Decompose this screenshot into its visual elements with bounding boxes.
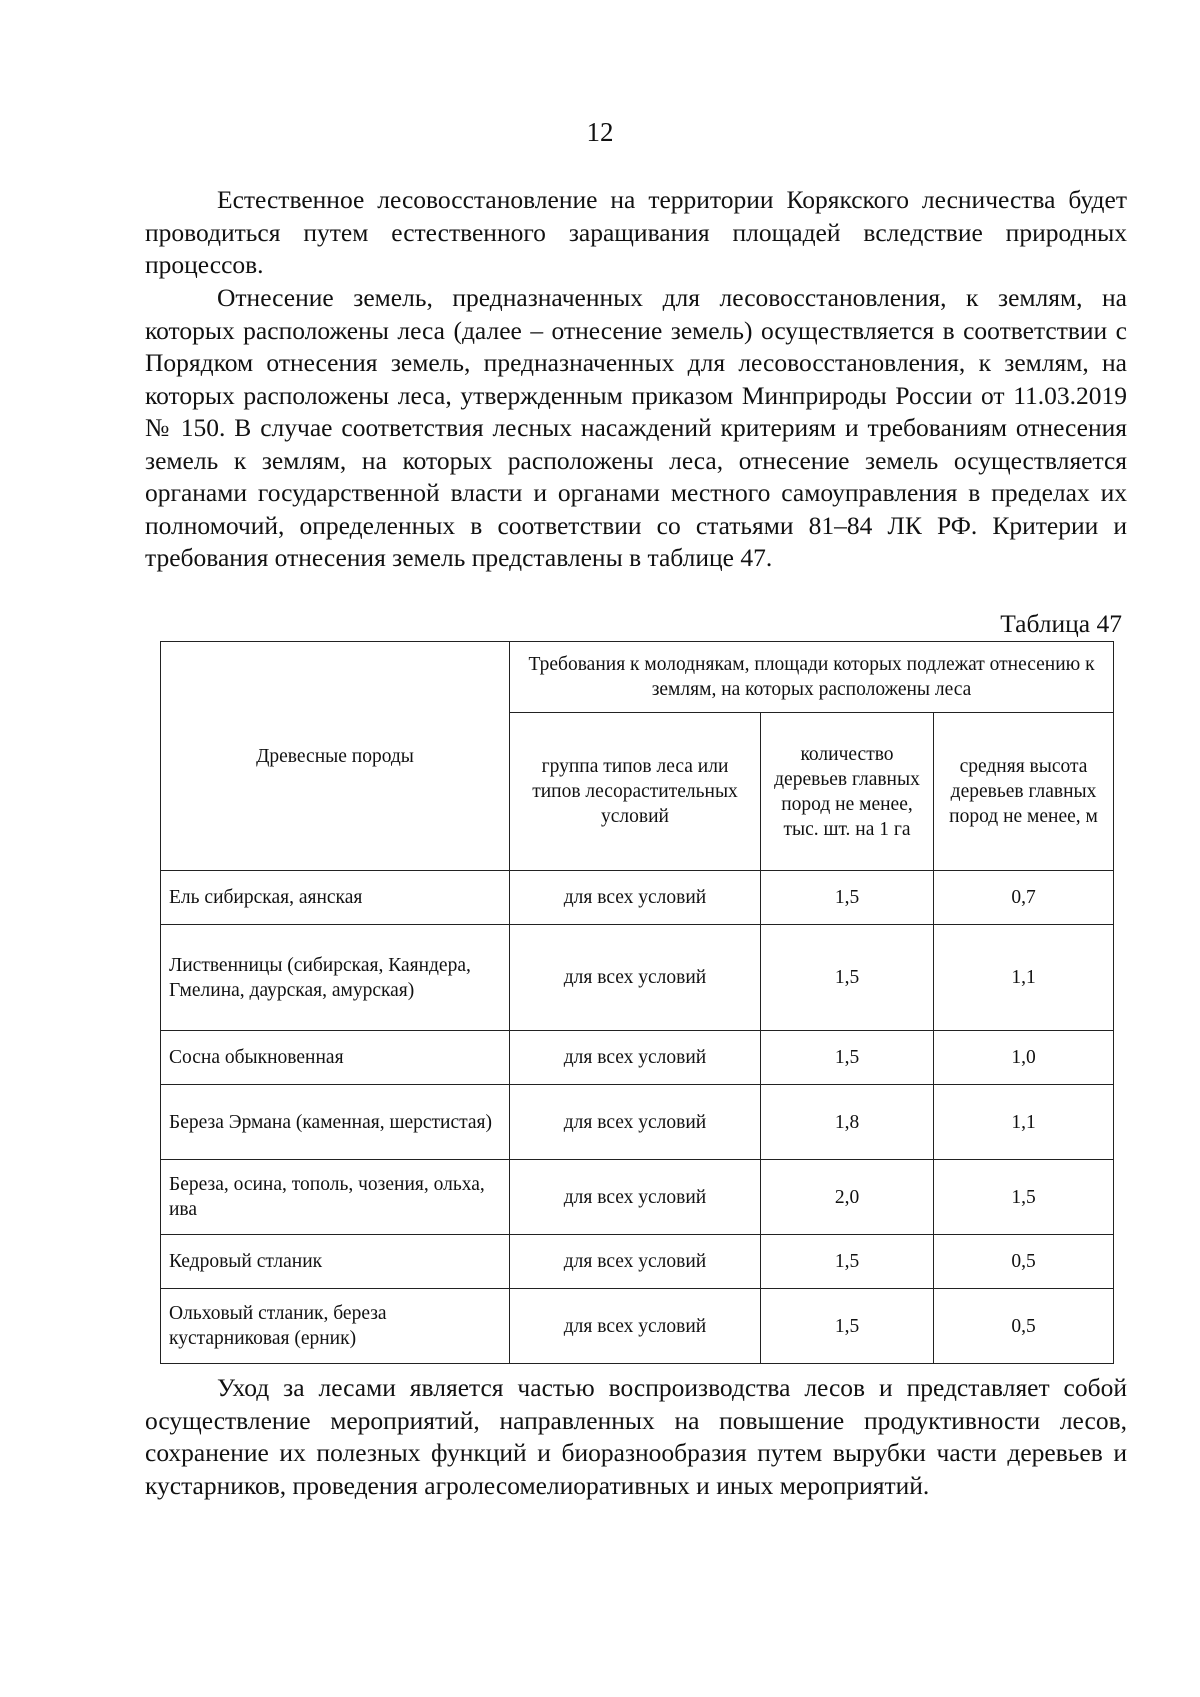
paragraph-land-classification: Отнесение земель, предназначенных для лесовосстановления, к землям, на которых расположены леса (далее – отнесение земель) осуществляется в соответствии с Порядком отнесения земель, предназначенных для лесовосстановления, к землям, на которых расположены леса, утвержденным приказом Минприроды России от 11.03.2019 № 150. В случае соответствия лесных насаждений критериям и требованиям отнесения земель к землям, на которых расположены леса, отнесение земель осуществляется органами государственной власти и органами местного самоуправления в пределах их полномочий, определенных в соответствии со статьями 81–84 ЛК РФ. Критерии и требования отнесения земель представлены в таблице 47. <box>145 283 1127 572</box>
paragraph-forest-care: Уход за лесами является частью воспроизводства лесов и представляет собой осуществление мероприятий, направленных на повышение продуктивности лесов, сохранение их полезных функций и биоразнообразия путем вырубки части деревьев и кустарников, проведения агролесомелиоративных и иных мероприятий. <box>145 1373 1127 1500</box>
cell-species: Лиственницы (сибирская, Каяндера, Гмелина, даурская, амурская) <box>161 925 510 1031</box>
cell-height: 0,7 <box>934 871 1114 925</box>
cell-species: Ель сибирская, аянская <box>161 871 510 925</box>
cell-group: для всех условий <box>510 1160 761 1235</box>
table-row <box>161 1085 1114 1160</box>
cell-height: 0,5 <box>934 1289 1114 1364</box>
page-number: 12 <box>586 117 614 147</box>
cell-group: для всех условий <box>510 1031 761 1085</box>
cell-group: для всех условий <box>510 871 761 925</box>
header-requirements: Требования к молоднякам, площади которых подлежат отнесению к землям, на которых расположены леса <box>510 642 1114 713</box>
cell-group: для всех условий <box>510 1235 761 1289</box>
cell-height: 1,0 <box>934 1031 1114 1085</box>
cell-height: 1,5 <box>934 1160 1114 1235</box>
cell-species: Ольховый стланик, береза кустарниковая (ерник) <box>161 1289 510 1364</box>
table-row <box>161 1031 1114 1085</box>
cell-height: 0,5 <box>934 1235 1114 1289</box>
cell-count: 1,5 <box>761 1235 934 1289</box>
cell-count: 1,5 <box>761 925 934 1031</box>
table-row <box>161 1289 1114 1364</box>
cell-species: Сосна обыкновенная <box>161 1031 510 1085</box>
table-row <box>161 925 1114 1031</box>
cell-count: 1,8 <box>761 1085 934 1160</box>
cell-group: для всех условий <box>510 1289 761 1364</box>
table-row <box>161 871 1114 925</box>
requirements-table <box>160 641 1114 1364</box>
cell-species: Береза Эрмана (каменная, шерстистая) <box>161 1085 510 1160</box>
table-caption: Таблица 47 <box>1000 609 1122 638</box>
cell-count: 2,0 <box>761 1160 934 1235</box>
paragraph-natural-reforestation: Естественное лесовосстановление на территории Корякского лесничества будет проводиться путем естественного заращивания площадей вследствие природных процессов. <box>145 185 1127 279</box>
cell-height: 1,1 <box>934 925 1114 1031</box>
cell-count: 1,5 <box>761 1289 934 1364</box>
cell-group: для всех условий <box>510 1085 761 1160</box>
table-row <box>161 1160 1114 1235</box>
cell-species: Кедровый стланик <box>161 1235 510 1289</box>
header-forest-type-group: группа типов леса или типов лесорастительных условий <box>510 713 761 871</box>
cell-species: Береза, осина, тополь, чозения, ольха, ива <box>161 1160 510 1235</box>
header-tree-height: средняя высота деревьев главных пород не менее, м <box>934 713 1114 871</box>
cell-height: 1,1 <box>934 1085 1114 1160</box>
cell-count: 1,5 <box>761 1031 934 1085</box>
table-row <box>161 1235 1114 1289</box>
cell-group: для всех условий <box>510 925 761 1031</box>
cell-count: 1,5 <box>761 871 934 925</box>
header-tree-count: количество деревьев главных пород не менее, тыс. шт. на 1 га <box>761 713 934 871</box>
header-species: Древесные породы <box>161 642 510 871</box>
